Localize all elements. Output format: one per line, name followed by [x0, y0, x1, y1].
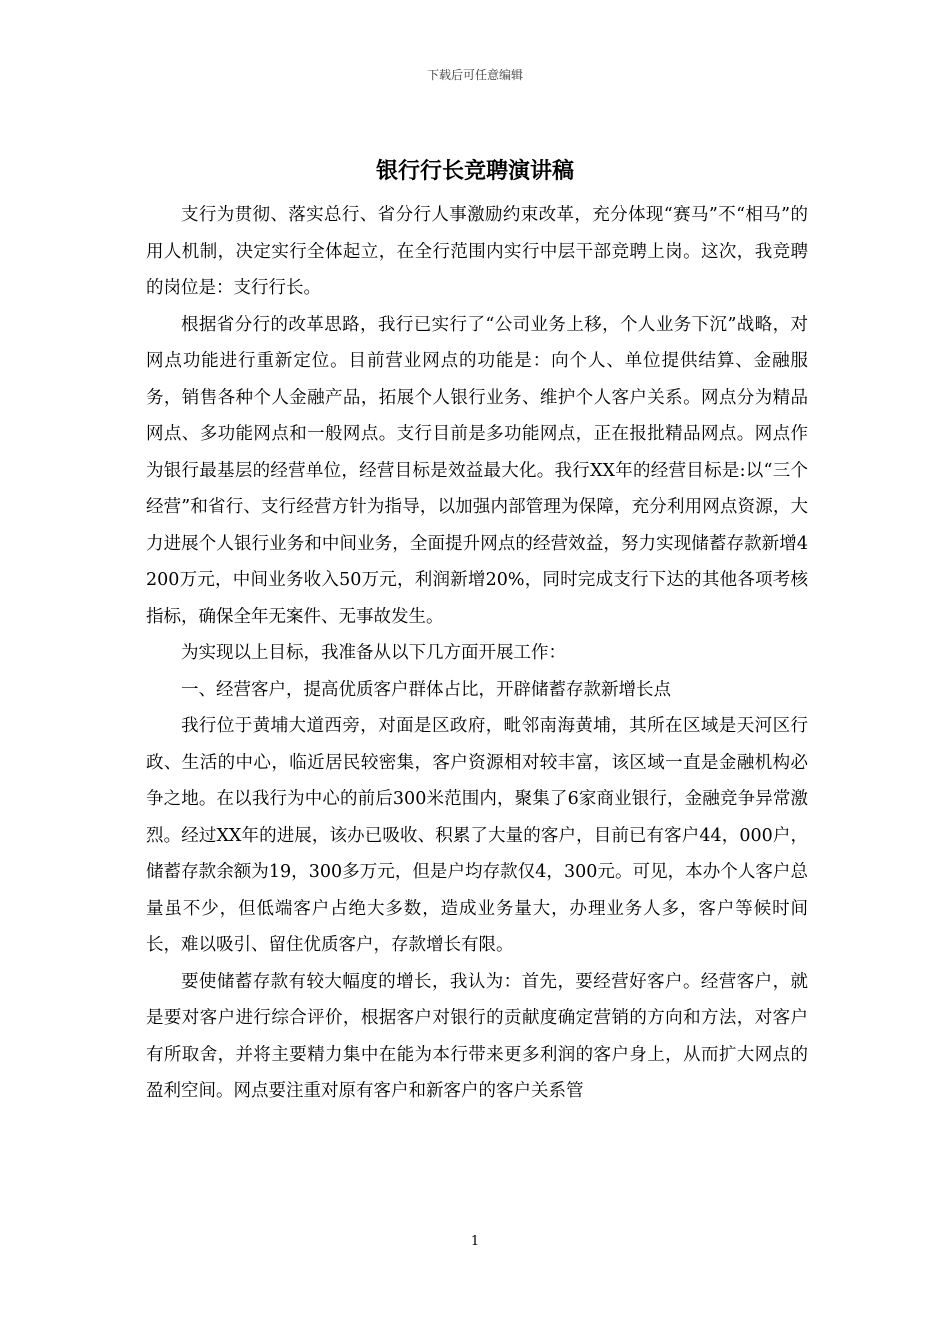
- paragraph-plan-intro: 为实现以上目标，我准备从以下几方面开展工作：: [181, 643, 566, 663]
- page-number: 1: [470, 1234, 480, 1249]
- paragraph-intro: 支行为贯彻、落实总行、省分行人事激励约束改革，充分体现“赛马”不“相马”的用人机制，决定实行全体起立，在全行范围内实行中层干部竞聘上岗。这次，我竞聘的岗位是：支行行长。: [146, 205, 808, 298]
- paragraph-strategy: 根据省分行的改革思路，我行已实行了“公司业务上移，个人业务下沉”战略，对网点功能进行重新定位。目前营业网点的功能是：向个人、单位提供结算、金融服务，销售各种个人金融产品，拓展个人银行业务、维护个人客户关系。网点分为精品网点、多功能网点和一般网点。支行目前是多功能网点，正在报批精品网点。网点作为银行最基层的经营单位，经营目标是效益最大化。我行XX年的经营目标是:以“三个经营”和省行、支行经营方针为指导，以加强内部管理为保障，充分利用网点资源，大力进展个人银行业务和中间业务，全面提升网点的经营效益，努力实现储蓄存款新增4200万元，中间业务收入50万元，利润新增20%，同时完成支行下达的其他各项考核指标，确保全年无案件、无事故发生。: [146, 314, 808, 627]
- document-title: 银行行长竞聘演讲稿: [375, 158, 574, 184]
- section-heading-1: 一、经营客户，提高优质客户群体占比，开辟储蓄存款新增长点: [181, 679, 671, 700]
- document-body: [146, 197, 808, 1110]
- paragraph-growth: 要使储蓄存款有较大幅度的增长，我认为：首先，要经营好客户。经营客户，就是要对客户进行综合评价，根据客户对银行的贡献度确定营销的方向和方法，对客户有所取舍，并将主要精力集中在能为本行带来更多利润的客户身上，从而扩大网点的盈利空间。网点要注重对原有客户和新客户的客户关系管: [146, 971, 808, 1101]
- paragraph-location: 我行位于黄埔大道西旁，对面是区政府，毗邻南海黄埔，其所在区域是天河区行政、生活的中心，临近居民较密集，客户资源相对较丰富，该区域一直是金融机构必争之地。在以我行为中心的前后300米范围内，聚集了6家商业银行，金融竞争异常激烈。经过XX年的进展，该办已吸收、积累了大量的客户，目前已有客户44，000户，储蓄存款余额为19，300多万元，但是户均存款仅4，300元。可见，本办个人客户总量虽不少，但低端客户占绝大多数，造成业务量大，办理业务人多，客户等候时间长，难以吸引、留住优质客户，存款增长有限。: [146, 716, 808, 955]
- header-note: 下载后可任意编辑: [426, 68, 523, 82]
